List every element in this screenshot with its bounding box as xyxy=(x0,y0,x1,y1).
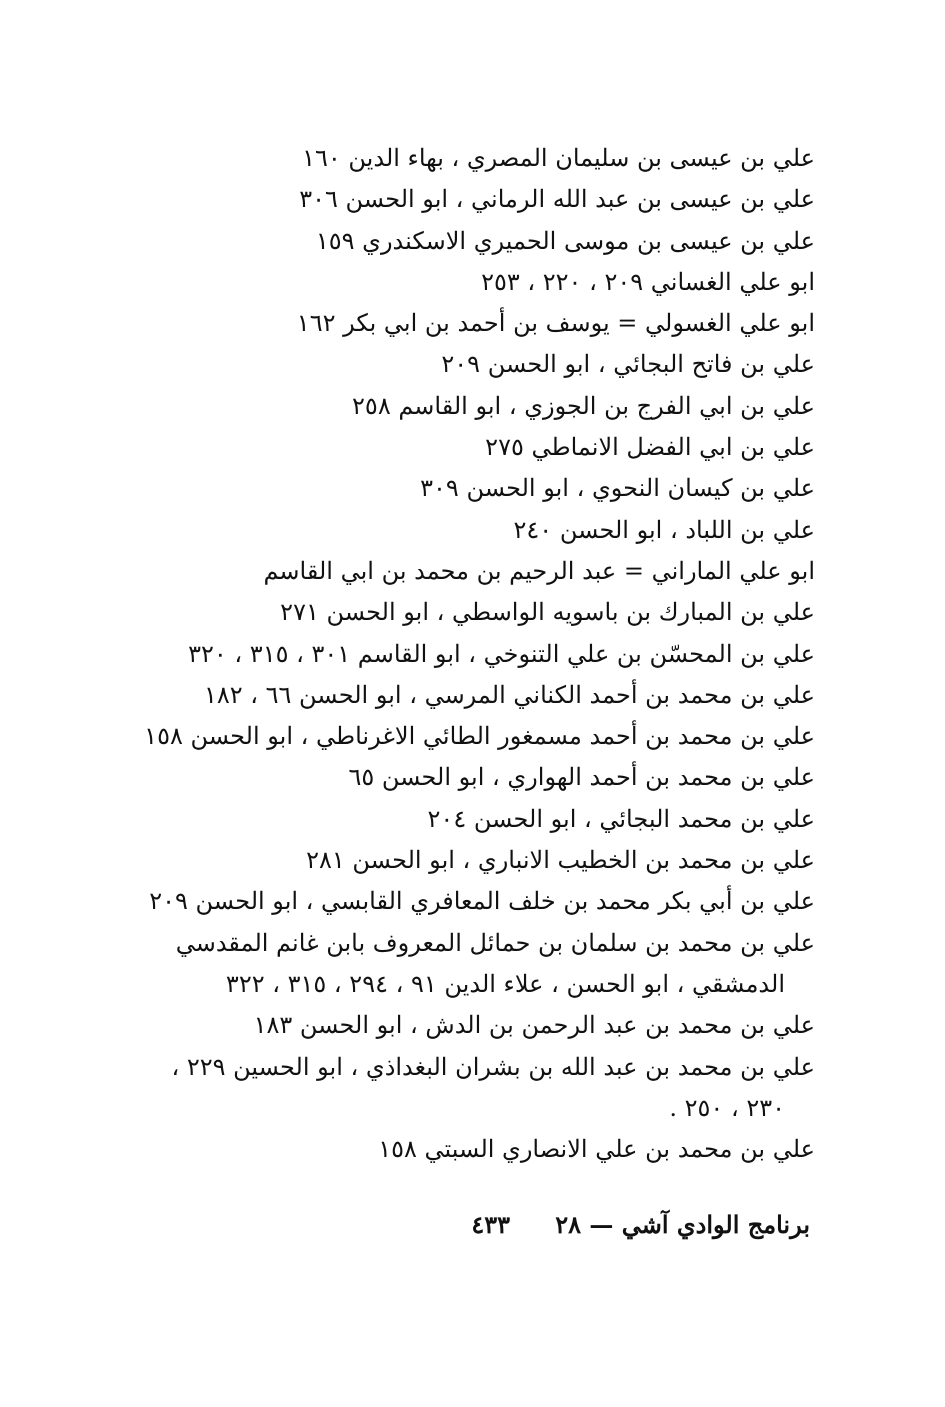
index-entry-text: علي بن محمد بن عبد الله بن بشران البغداذي ، ابو الحسين ٢٢٩ ، xyxy=(171,1052,815,1081)
index-entry-text: علي بن ابي الفضل الانماطي ٢٧٥ xyxy=(485,433,815,462)
index-entry-text: علي بن محمد بن أحمد الكناني المرسي ، ابو الحسن ٦٦ ، ١٨٢ xyxy=(203,680,815,709)
index-entry xyxy=(115,716,815,757)
index-entry xyxy=(115,1129,815,1170)
index-entry-text: ابو علي الغسولي = يوسف بن أحمد بن ابي بكر ١٦٢ xyxy=(296,309,815,338)
index-entry xyxy=(115,799,815,840)
index-entry-text: علي بن محمد البجائي ، ابو الحسن ٢٠٤ xyxy=(427,804,815,833)
index-entry-text: علي بن محمد بن أحمد الهواري ، ابو الحسن ٦٥ xyxy=(348,763,815,792)
index-entry-text: علي بن أبي بكر محمد بن خلف المعافري القابسي ، ابو الحسن ٢٠٩ xyxy=(149,887,815,916)
page-number: ٤٣٣ xyxy=(471,1210,510,1239)
index-entry xyxy=(115,923,815,1006)
index-entry xyxy=(115,1047,815,1130)
index-entry-continuation: ٢٣٠ ، ٢٥٠ . xyxy=(669,1093,785,1122)
index-entry-text: علي بن ابي الفرج بن الجوزي ، ابو القاسم ٢٥٨ xyxy=(352,391,815,420)
index-entry xyxy=(115,757,815,798)
index-entry-text: علي بن عيسى بن سليمان المصري ، بهاء الدين ١٦٠ xyxy=(302,144,815,172)
index-entry-text: علي بن المبارك بن باسويه الواسطي ، ابو الحسن ٢٧١ xyxy=(280,598,815,627)
index-entry-text: علي بن عيسى بن عبد الله الرماني ، ابو الحسن ٣٠٦ xyxy=(299,185,815,214)
index-entry xyxy=(115,138,815,179)
index-entry-text: ابو علي الماراني = عبد الرحيم بن محمد بن ابي القاسم xyxy=(263,556,815,585)
index-entry xyxy=(115,840,815,881)
index-entry-text: علي بن محمد بن عبد الرحمن بن الدش ، ابو الحسن ١٨٣ xyxy=(253,1011,815,1040)
index-entry-continuation: الدمشقي ، ابو الحسن ، علاء الدين ٩١ ، ٢٩٤ ، ٣١٥ ، ٣٢٢ xyxy=(225,969,785,998)
index-entry xyxy=(115,179,815,220)
page-footer xyxy=(140,1210,810,1250)
index-entry xyxy=(115,386,815,427)
index-entry xyxy=(115,510,815,551)
index-entry-text: علي بن محمد بن علي الانصاري السبتي ١٥٨ xyxy=(378,1135,815,1164)
index-entry xyxy=(115,468,815,509)
index-entry-text: علي بن محمد بن سلمان بن حمائل المعروف بابن غانم المقدسي xyxy=(175,928,815,957)
index-entry xyxy=(115,303,815,344)
index-entry-text: علي بن فاتح البجائي ، ابو الحسن ٢٠٩ xyxy=(441,350,815,379)
index-entry xyxy=(115,634,815,675)
index-entry-text: علي بن كيسان النحوي ، ابو الحسن ٣٠٩ xyxy=(420,474,815,503)
index-entry xyxy=(115,344,815,385)
index-entry xyxy=(115,551,815,592)
index-entry-text: علي بن محمد بن أحمد مسمغور الطائي الاغرناطي ، ابو الحسن ١٥٨ xyxy=(144,722,815,751)
index-entry xyxy=(115,592,815,633)
index-entry xyxy=(115,221,815,262)
index-entry-text: علي بن عيسى بن موسى الحميري الاسكندري ١٥٩ xyxy=(315,226,815,255)
index-entry-text: علي بن اللباد ، ابو الحسن ٢٤٠ xyxy=(513,515,815,544)
index-entry xyxy=(115,262,815,303)
index-entry xyxy=(115,1005,815,1046)
book-title-footer: برنامج الوادي آشي — ٢٨ xyxy=(555,1210,810,1239)
index-entries-list xyxy=(115,138,815,1170)
index-entry-text: ابو علي الغساني ٢٠٩ ، ٢٢٠ ، ٢٥٣ xyxy=(481,267,815,296)
index-entry-text: علي بن محمد بن الخطيب الانباري ، ابو الحسن ٢٨١ xyxy=(306,846,815,875)
index-entry xyxy=(115,881,815,922)
index-entry-text: علي بن المحسّن بن علي التنوخي ، ابو القاسم ٣٠١ ، ٣١٥ ، ٣٢٠ xyxy=(188,639,815,668)
index-entry xyxy=(115,675,815,716)
index-entry xyxy=(115,427,815,468)
